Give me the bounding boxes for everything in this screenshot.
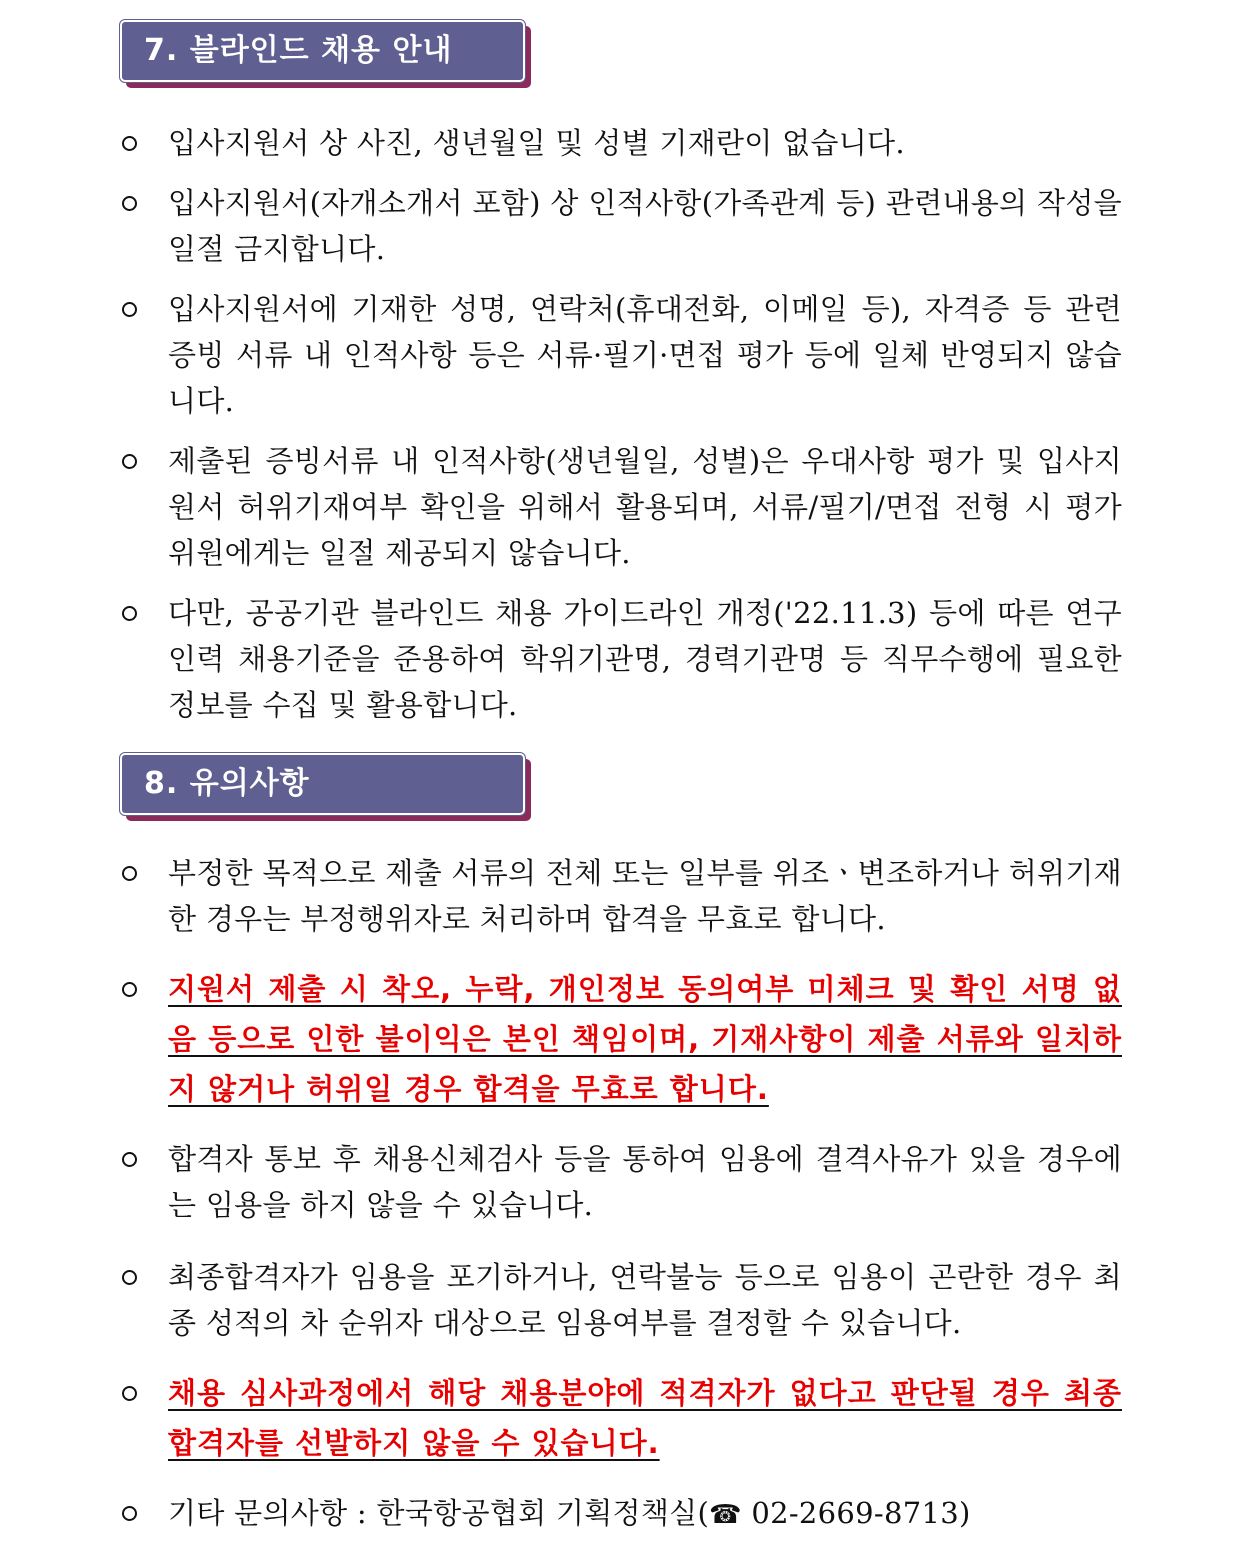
list-item: 부정한 목적으로 제출 서류의 전체 또는 일부를 위조ㆍ변조하거나 허위기재한 경우는 부정행위자로 처리하며 합격을 무효로 합니다. xyxy=(122,850,1122,942)
list-item: 최종합격자가 임용을 포기하거나, 연락불능 등으로 임용이 곤란한 경우 최종 성적의 차 순위자 대상으로 임용여부를 결정할 수 있습니다. xyxy=(122,1254,1122,1346)
circle-bullet-icon xyxy=(122,866,137,881)
circle-bullet-icon xyxy=(122,454,137,469)
circle-bullet-icon xyxy=(122,1506,137,1521)
list-item-emphasis: 지원서 제출 시 착오, 누락, 개인정보 동의여부 미체크 및 확인 서명 없음 등으로 인한 불이익은 본인 책임이며, 기재사항이 제출 서류와 일치하지 않거나 허위일 경우 합격을 무효로 합니다. xyxy=(122,964,1122,1114)
contact-prefix: 기타 문의사항 : 한국항공협회 기획정책실( xyxy=(168,1496,710,1530)
list-item: 입사지원서 상 사진, 생년월일 및 성별 기재란이 없습니다. xyxy=(122,120,1122,166)
section-7-title: 7. 블라인드 채용 안내 xyxy=(144,33,453,68)
list-item: 제출된 증빙서류 내 인적사항(생년월일, 성별)은 우대사항 평가 및 입사지원서 허위기재여부 확인을 위해서 활용되며, 서류/필기/면접 전형 시 평가위원에게는 일절 제공되지 않습니다. xyxy=(122,438,1122,576)
contact-phone: 02-2669-8713) xyxy=(741,1496,971,1530)
circle-bullet-icon xyxy=(122,1152,137,1167)
contact-item xyxy=(122,1490,1122,1538)
phone-icon: ☎ xyxy=(709,1500,742,1530)
section-8-title: 8. 유의사항 xyxy=(144,766,310,801)
section-7-list xyxy=(122,120,1122,728)
circle-bullet-icon xyxy=(122,1270,137,1285)
section-7-header xyxy=(120,20,525,82)
circle-bullet-icon xyxy=(122,196,137,211)
circle-bullet-icon xyxy=(122,1386,137,1401)
list-item: 합격자 통보 후 채용신체검사 등을 통하여 임용에 결격사유가 있을 경우에는 임용을 하지 않을 수 있습니다. xyxy=(122,1136,1122,1228)
section-8-header xyxy=(120,753,525,815)
list-item: 다만, 공공기관 블라인드 채용 가이드라인 개정('22.11.3) 등에 따른 연구인력 채용기준을 준용하여 학위기관명, 경력기관명 등 직무수행에 필요한 정보를 수집 및 활용합니다. xyxy=(122,590,1122,728)
section-8-list xyxy=(122,850,1122,1538)
circle-bullet-icon xyxy=(122,982,137,997)
circle-bullet-icon xyxy=(122,136,137,151)
list-item-emphasis: 채용 심사과정에서 해당 채용분야에 적격자가 없다고 판단될 경우 최종합격자를 선발하지 않을 수 있습니다. xyxy=(122,1368,1122,1468)
circle-bullet-icon xyxy=(122,606,137,621)
list-item: 입사지원서에 기재한 성명, 연락처(휴대전화, 이메일 등), 자격증 등 관련 증빙 서류 내 인적사항 등은 서류·필기·면접 평가 등에 일체 반영되지 않습니다. xyxy=(122,286,1122,424)
list-item: 입사지원서(자개소개서 포함) 상 인적사항(가족관계 등) 관련내용의 작성을 일절 금지합니다. xyxy=(122,180,1122,272)
circle-bullet-icon xyxy=(122,302,137,317)
